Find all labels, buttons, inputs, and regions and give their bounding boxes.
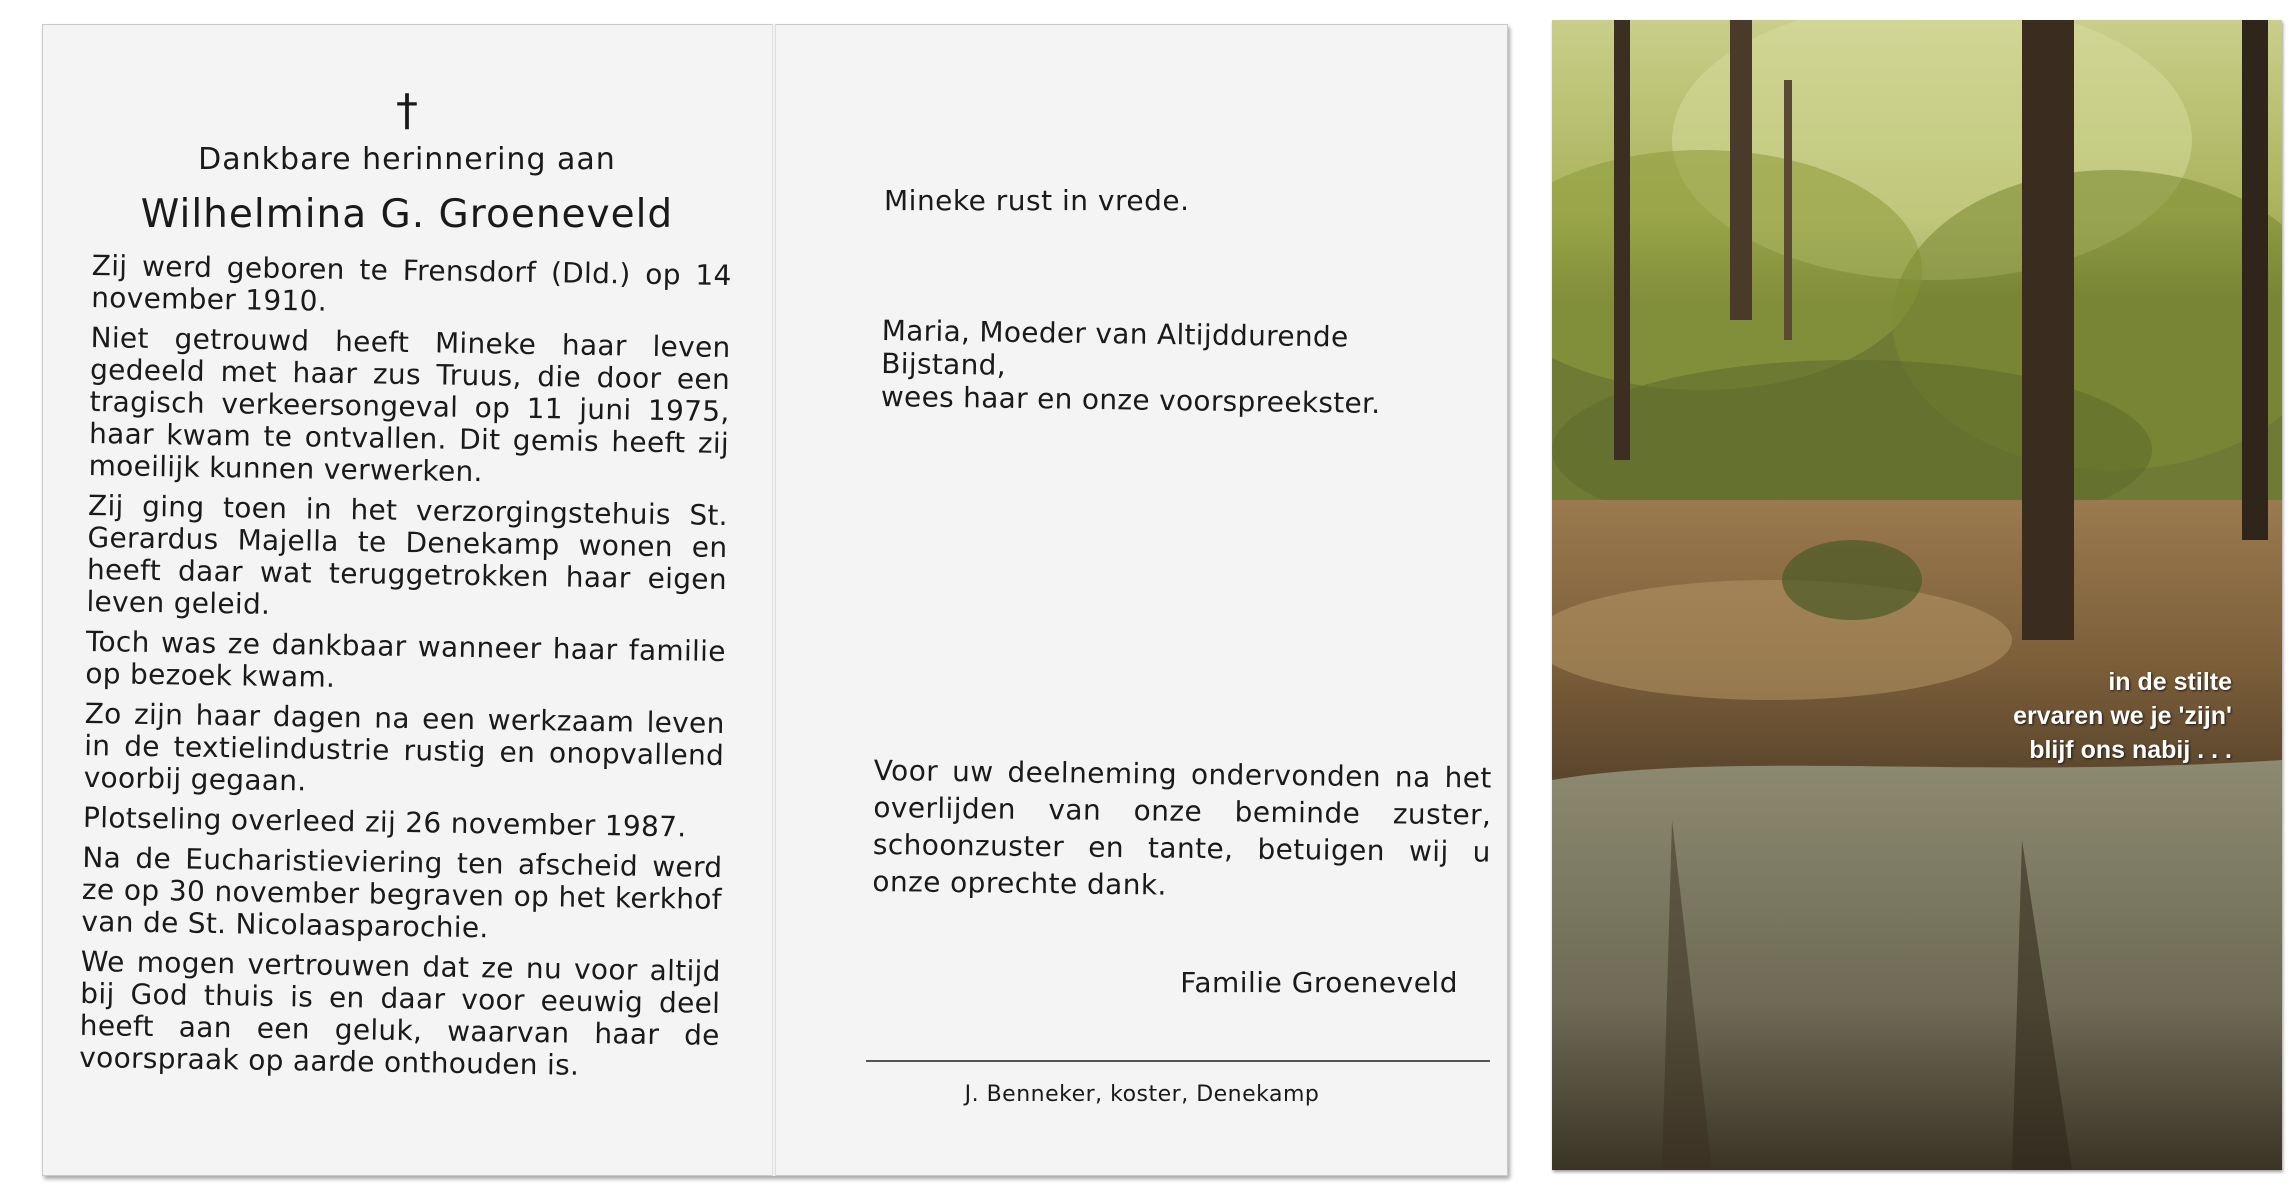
rest-in-peace-line: Mineke rust in vrede. (884, 184, 1190, 217)
forest-photo (1552, 20, 2282, 1170)
verse-line: in de stilte (2108, 668, 2232, 696)
bio-paragraph: Zij ging toen in het verzorgingstehuis St. Gerardus Majella te Denekamp wonen en heeft daar wat teruggetrokken haar eigen leven geleid. (86, 488, 729, 621)
printer-credit: J. Benneker, koster, Denekamp (964, 1082, 1320, 1107)
prayer (881, 314, 1482, 421)
right-panel (776, 24, 1508, 1176)
prayer-line: Maria, Moeder van Altijddurende Bijstand, (881, 314, 1349, 382)
family-signature: Familie Groeneveld (1180, 966, 1458, 999)
bio-paragraph: Zo zijn haar dagen na een werkzaam leven in de textielindustrie rustig en onopvallend voorbij gegaan. (83, 696, 725, 798)
bio-paragraph: Toch was ze dankbaar wanneer haar familie op bezoek kwam. (85, 624, 727, 694)
forest-scene-image (1552, 20, 2282, 1170)
verse-line: ervaren we je 'zijn' (2013, 702, 2232, 730)
card-heading: Dankbare herinnering aan (198, 142, 616, 177)
left-panel (42, 24, 772, 1176)
memorial-card (42, 24, 1508, 1176)
bio-paragraph: Niet getrouwd heeft Mineke haar leven gedeeld met haar zus Truus, die door een tragisch verkeersongeval op 11 juni 1975, haar kwam te ontvallen. Dit gemis heeft zij moeilijk kunnen verwerken. (88, 320, 731, 489)
bio-paragraph: Zij werd geboren te Frensdorf (Dld.) op 14 november 1910. (90, 249, 732, 318)
verse (2013, 665, 2232, 767)
bio-paragraph: Plotseling overleed zij 26 november 1987. (82, 800, 687, 844)
bio-paragraph: We mogen vertrouwen dat ze nu voor altijd bij God thuis is en daar voor eeuwig deel heeft aan een geluk, waarvan haar de voorspraak op aarde onthouden is. (79, 944, 722, 1082)
thank-you-text: Voor uw deelneming ondervonden na het overlijden van onze beminde zuster, schoonzuster en tante, betuigen wij u onze oprechte dank. (872, 753, 1492, 902)
biography (79, 250, 732, 1092)
divider (866, 1060, 1490, 1062)
cross-icon: † (396, 85, 418, 136)
prayer-line: wees haar en onze voorspreekster. (880, 379, 1381, 420)
deceased-name: Wilhelmina G. Groeneveld (140, 192, 674, 237)
verse-line: blijf ons nabij . . . (2029, 736, 2232, 764)
bio-paragraph: Na de Eucharistieviering ten afscheid werd ze op 30 november begraven op het kerkhof van de St. Nicolaasparochie. (81, 840, 723, 945)
